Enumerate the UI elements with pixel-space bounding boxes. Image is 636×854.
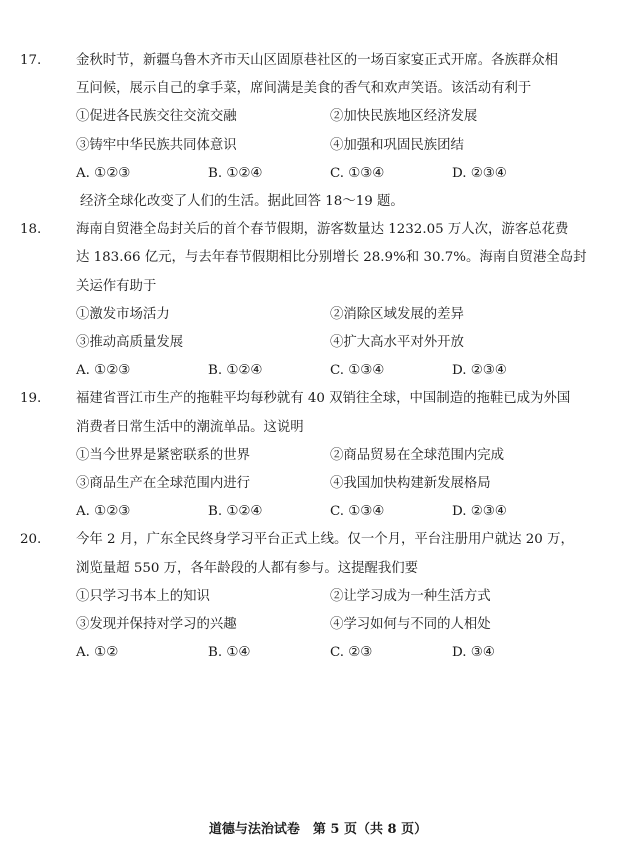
statement-option: ④扩大高水平对外开放 bbox=[330, 335, 464, 350]
statement-option: ①只学习书本上的知识 bbox=[76, 588, 210, 604]
answer-choice: D. ③④ bbox=[452, 645, 495, 661]
question-stem-line: 达 183.66 亿元，与去年春节假期相比分别增长 28.9%和 30.7%。海南自贸港全岛封 bbox=[76, 250, 587, 266]
page-footer: 道德与法治试卷 第 5 页（共 8 页） bbox=[208, 822, 428, 837]
statement-option: ①当今世界是紧密联系的世界 bbox=[76, 447, 251, 463]
section-intro: 经济全球化改变了人们的生活。据此回答 18～19 题。 bbox=[80, 194, 404, 209]
answer-choice: D. ②③④ bbox=[452, 504, 507, 520]
answer-choice: A. ①② bbox=[76, 645, 119, 661]
answer-choice: C. ②③ bbox=[330, 645, 373, 661]
answer-choice: B. ①④ bbox=[208, 645, 251, 661]
question-stem-line: 金秋时节，新疆乌鲁木齐市天山区固原巷社区的一场百家宴正式开席。各族群众相 bbox=[76, 53, 559, 68]
question-stem-line: 互问候，展示自己的拿手菜，席间满是美食的香气和欢声笑语。该活动有利于 bbox=[76, 81, 532, 97]
question-number: 20. bbox=[20, 532, 42, 548]
statement-option: ③商品生产在全球范围内进行 bbox=[76, 476, 251, 491]
answer-choice: A. ①②③ bbox=[76, 504, 131, 520]
answer-choice: B. ①②④ bbox=[208, 165, 263, 181]
answer-choice: A. ①②③ bbox=[76, 363, 131, 379]
answer-choice: D. ②③④ bbox=[452, 165, 507, 181]
statement-option: ②商品贸易在全球范围内完成 bbox=[330, 447, 505, 463]
statement-option: ④加强和巩固民族团结 bbox=[330, 137, 464, 153]
statement-option: ③发现并保持对学习的兴趣 bbox=[76, 617, 237, 632]
statement-option: ③推动高质量发展 bbox=[76, 335, 184, 350]
statement-option: ②让学习成为一种生活方式 bbox=[330, 588, 491, 604]
answer-choice: A. ①②③ bbox=[76, 165, 131, 181]
question-number: 17. bbox=[20, 53, 42, 68]
answer-choice: D. ②③④ bbox=[452, 363, 507, 379]
question-stem-line: 关运作有助于 bbox=[76, 278, 157, 294]
answer-choice: B. ①②④ bbox=[208, 504, 263, 520]
statement-option: ④学习如何与不同的人相处 bbox=[330, 617, 491, 632]
question-stem-line: 福建省晋江市生产的拖鞋平均每秒就有 40 双销往全球，中国制造的拖鞋已成为外国 bbox=[76, 391, 571, 407]
question-stem-line: 消费者日常生活中的潮流单品。这说明 bbox=[76, 419, 304, 435]
statement-option: ①促进各民族交往交流交融 bbox=[76, 109, 237, 125]
answer-choice: B. ①②④ bbox=[208, 363, 263, 379]
question-stem-line: 海南自贸港全岛封关后的首个春节假期，游客数量达 1232.05 万人次，游客总花费 bbox=[76, 222, 569, 238]
statement-option: ④我国加快构建新发展格局 bbox=[330, 476, 491, 491]
question-number: 18. bbox=[20, 222, 42, 238]
statement-option: ②加快民族地区经济发展 bbox=[330, 109, 478, 125]
statement-option: ③铸牢中华民族共同体意识 bbox=[76, 137, 237, 153]
answer-choice: C. ①③④ bbox=[330, 165, 385, 181]
question-stem-line: 今年 2 月，广东全民终身学习平台正式上线。仅一个月，平台注册用户就达 20 万， bbox=[76, 532, 574, 548]
answer-choice: C. ①③④ bbox=[330, 363, 385, 379]
statement-option: ②消除区域发展的差异 bbox=[330, 306, 464, 322]
answer-choice: C. ①③④ bbox=[330, 504, 385, 520]
question-number: 19. bbox=[20, 391, 42, 407]
question-stem-line: 浏览量超 550 万，各年龄段的人都有参与。这提醒我们要 bbox=[76, 560, 419, 576]
statement-option: ①激发市场活力 bbox=[76, 306, 170, 322]
